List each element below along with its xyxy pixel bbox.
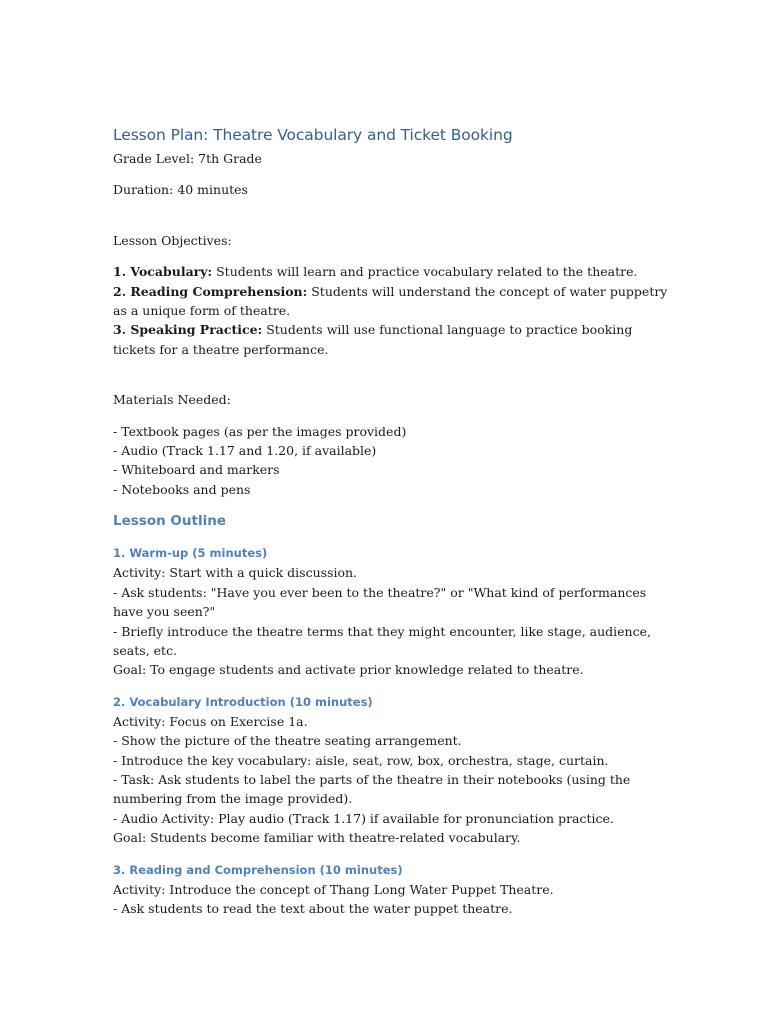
section-line: - Show the picture of the theatre seating arrangement.: [113, 733, 462, 749]
objective-text: Students will use functional language to practice booking tickets for a theatre performance.: [113, 322, 633, 357]
objectives-heading: Lesson Objectives:: [113, 232, 232, 248]
section-line: Activity: Introduce the concept of Thang Long Water Puppet Theatre.: [113, 881, 554, 897]
objective-item: [113, 282, 673, 321]
objective-label: 2. Reading Comprehension:: [113, 283, 308, 299]
section-line: - Ask students: "Have you ever been to the theatre?" or "What kind of performances have you seen?": [113, 584, 647, 620]
section-line: Activity: Start with a quick discussion.: [113, 565, 358, 581]
section-line: - Briefly introduce the theatre terms that they might encounter, like stage, audience, seats, etc.: [113, 623, 651, 658]
document-body: [113, 125, 673, 918]
section-line: - Introduce the key vocabulary: aisle, seat, row, box, orchestra, stage, curtain.: [113, 752, 609, 768]
page-title: Lesson Plan: Theatre Vocabulary and Ticket Booking: [113, 126, 513, 144]
objective-label: 3. Speaking Practice:: [113, 322, 263, 338]
section-heading: 3. Reading and Comprehension (10 minutes): [113, 862, 403, 877]
material-item: - Audio (Track 1.17 and 1.20, if available): [113, 443, 377, 459]
material-item: - Textbook pages (as per the images provided): [113, 423, 407, 439]
section-line: - Audio Activity: Play audio (Track 1.17) if available for pronunciation practice.: [113, 810, 614, 826]
outline-heading: Lesson Outline: [113, 513, 226, 530]
duration: Duration: 40 minutes: [113, 182, 248, 198]
materials-heading: Materials Needed:: [113, 392, 231, 408]
materials-list: [113, 422, 673, 500]
objective-text: Students will learn and practice vocabulary related to the theatre.: [212, 264, 638, 280]
objective-item: [113, 320, 673, 359]
material-item: - Whiteboard and markers: [113, 462, 280, 478]
section-line: - Ask students to read the text about the water puppet theatre.: [113, 900, 513, 916]
section-heading: 1. Warm-up (5 minutes): [113, 546, 268, 561]
objective-text: Students will understand the concept of water puppetry as a unique form of theatre.: [113, 283, 668, 319]
section-heading: 2. Vocabulary Introduction (10 minutes): [113, 694, 373, 709]
section-line: Goal: To engage students and activate prior knowledge related to theatre.: [113, 662, 584, 678]
objective-item: [113, 262, 673, 281]
section-line: - Task: Ask students to label the parts of the theatre in their notebooks (using the numbering from the image provided).: [113, 771, 631, 807]
grade-level: Grade Level: 7th Grade: [113, 151, 262, 166]
section-line: Activity: Focus on Exercise 1a.: [113, 713, 308, 729]
material-item: - Notebooks and pens: [113, 481, 251, 497]
objective-label: 1. Vocabulary:: [113, 264, 213, 280]
objectives-list: [113, 262, 673, 359]
section-line: Goal: Students become familiar with theatre-related vocabulary.: [113, 830, 521, 846]
